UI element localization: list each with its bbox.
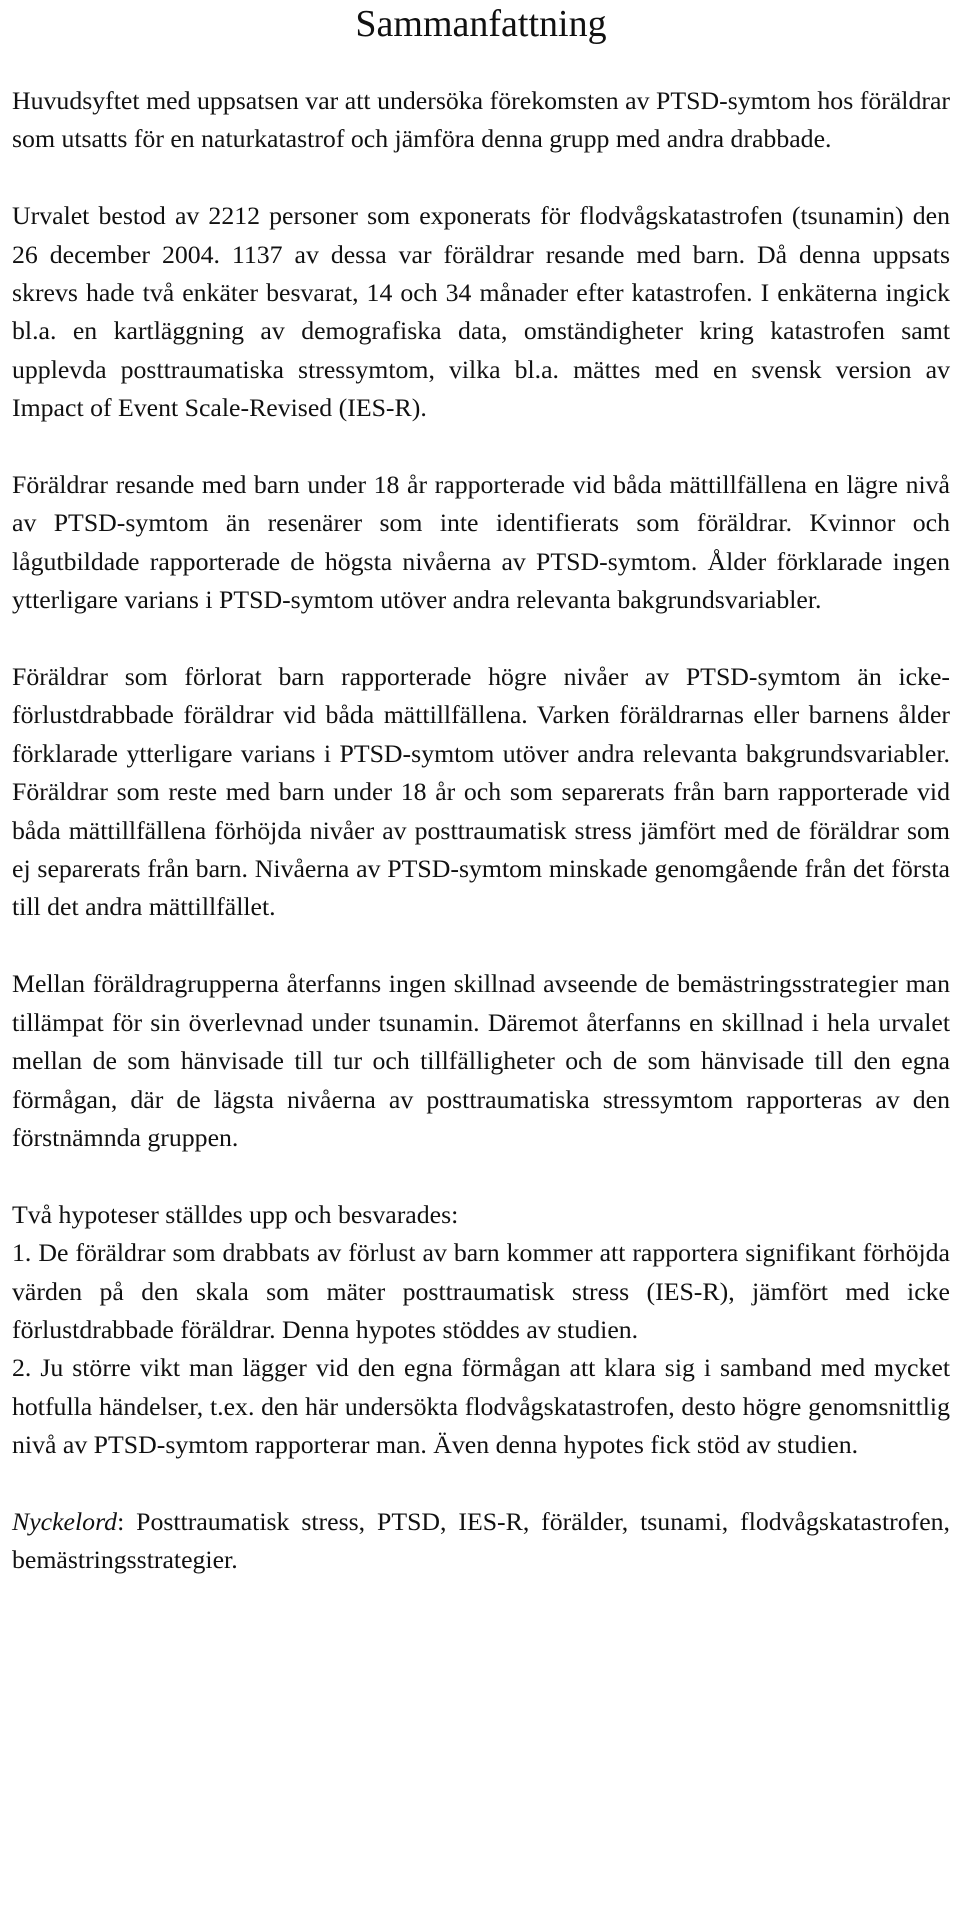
paragraph-sample: Urvalet bestod av 2212 personer som exponerats för flodvågskatastrofen (tsunamin) den 26 december 2004. 1137 av dessa var föräldrar resande med barn. Då denna uppsats skrevs hade två enkäter besvarat, 14 och 34 månader efter katastrofen. I enkäterna ingick bl.a. en kartläggning av demografiska data, omständigheter kring katastrofen samt upplevda posttraumatiska stressymtom, vilka bl.a. mättes med en svensk version av Impact of Event Scale-Revised (IES-R). — [12, 201, 950, 423]
keywords-line — [12, 1503, 950, 1580]
keywords-text: Posttraumatisk stress, PTSD, IES-R, förälder, tsunami, flodvågskatastrofen, bemästringsstrategier. — [12, 1506, 950, 1575]
paragraph-gap — [12, 1157, 950, 1195]
paragraph-gap — [12, 927, 950, 965]
paragraph-gap — [12, 620, 950, 658]
hypothesis-item: 2. Ju större vikt man lägger vid den egna förmågan att klara sig i samband med mycket hotfulla händelser, t.ex. den här undersökta flodvågskatastrofen, desto högre genomsnittlig nivå av PTSD-symtom rapporterar man. Även denna hypotes fick stöd av studien. — [12, 1353, 950, 1460]
hypotheses-intro: Två hypoteser ställdes upp och besvarades: — [12, 1199, 459, 1229]
paragraph-gap — [12, 1465, 950, 1503]
paragraph-results-parents: Föräldrar resande med barn under 18 år rapporterade vid båda mättillfällena en lägre nivå av PTSD-symtom än resenärer som inte identifierats som föräldrar. Kvinnor och lågutbildade rapporterade de högsta nivåerna av PTSD-symtom. Ålder förklarade ingen ytterligare varians i PTSD-symtom utöver andra relevanta bakgrundsvariabler. — [12, 470, 950, 615]
document-body — [12, 82, 950, 1580]
paragraph-coping: Mellan föräldragrupperna återfanns ingen skillnad avseende de bemästringsstrategier man tillämpat för sin överlevnad under tsunamin. Däremot återfanns en skillnad i hela urvalet mellan de som hänvisade till tur och tillfälligheter och de som hänvisade till den egna förmågan, där de lägsta nivåerna av posttraumatiska stressymtom rapporteras av den förstnämnda gruppen. — [12, 969, 950, 1152]
paragraph-purpose: Huvudsyftet med uppsatsen var att undersöka förekomsten av PTSD-symtom hos föräldrar som utsatts för en naturkatastrof och jämföra denna grupp med andra drabbade. — [12, 86, 950, 154]
keywords-label: Nyckelord — [12, 1506, 118, 1536]
paragraph-results-loss: Föräldrar som förlorat barn rapporterade högre nivåer av PTSD-symtom än icke-förlustdrabbade föräldrar vid båda mättillfällena. Varken föräldrarnas eller barnens ålder förklarade ytterligare varians i PTSD-symtom utöver andra relevanta bakgrundsvariabler. Föräldrar som reste med barn under 18 år och som separerats från barn rapporterade vid båda mättillfällena förhöjda nivåer av posttraumatisk stress jämfört med de föräldrar som ej separerats från barn. Nivåerna av PTSD-symtom minskade genomgående från det första till det andra mättillfället. — [12, 662, 950, 922]
paragraph-gap — [12, 428, 950, 466]
paragraph-gap — [12, 159, 950, 197]
keywords-separator: : — [117, 1506, 137, 1536]
page-title: Sammanfattning — [355, 3, 607, 45]
hypothesis-item: 1. De föräldrar som drabbats av förlust av barn kommer att rapportera signifikant förhöjda värden på den skala som mäter posttraumatisk stress (IES-R), jämfört med icke förlustdrabbade föräldrar. Denna hypotes stöddes av studien. — [12, 1238, 950, 1344]
